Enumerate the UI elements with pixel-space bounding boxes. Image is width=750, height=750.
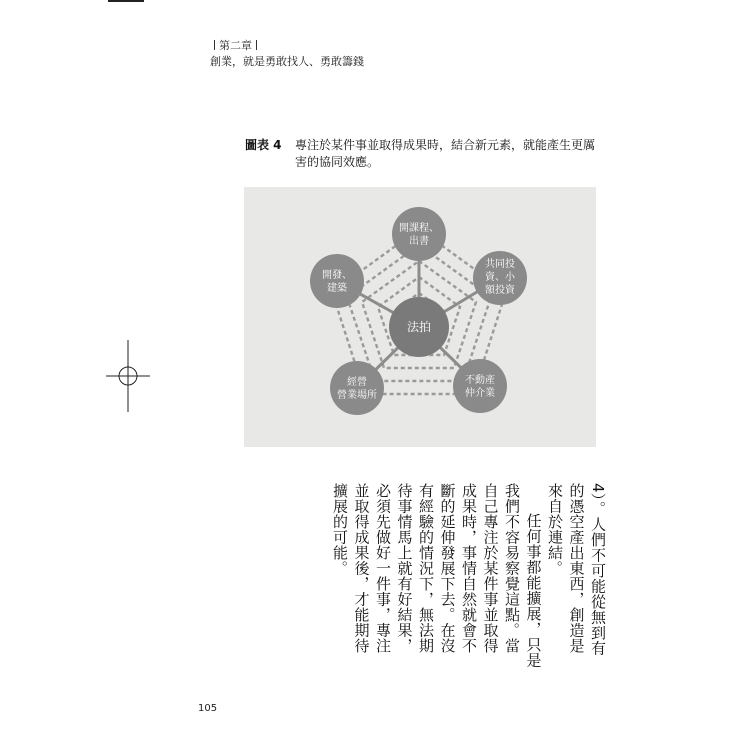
node-left <box>310 254 364 308</box>
top-rule <box>108 0 144 2</box>
node-bottom-right-line-2: 仲介業 <box>465 388 495 399</box>
node-left-circle <box>310 254 364 308</box>
center-node-label: 法拍 <box>406 320 432 334</box>
node-left-line-1: 開發、 <box>322 270 352 281</box>
node-right <box>473 251 527 305</box>
node-top-line-1: 開課程、 <box>399 223 439 234</box>
node-top-circle <box>392 207 446 261</box>
synergy-diagram <box>244 187 596 447</box>
node-right-line-1: 共同投 <box>485 259 515 270</box>
chapter-bar-left <box>214 40 215 50</box>
node-bottom-right-line-1: 不動產 <box>465 375 495 386</box>
node-right-line-2: 資、小 <box>485 272 515 283</box>
chapter-label <box>210 38 364 53</box>
node-bottom-left <box>330 361 384 415</box>
node-bottom-left-circle <box>330 361 384 415</box>
node-bottom-right <box>453 359 507 413</box>
paragraph-2: 任何事都能擴展，只是我們不容易察覺這點。當自己專注於某件事並取得成果時，事情自然就會不斷的延伸發展下去。在沒有經驗的情況下，無法期待事情馬上就有好結果，必須先做好一件事，專注並取得成果後，才能期待擴展的可能。 <box>331 483 543 668</box>
chapter-text: 第二章 <box>219 39 252 52</box>
chapter-bar-right <box>256 40 257 50</box>
running-title: 創業，就是勇敢找人、勇敢籌錢 <box>210 55 364 68</box>
running-head <box>210 38 364 69</box>
node-right-line-3: 額投資 <box>485 285 515 296</box>
body-text <box>329 483 609 668</box>
node-left-line-2: 建築 <box>327 283 347 294</box>
node-top-line-2: 出書 <box>409 236 429 247</box>
figure-diagram <box>244 187 596 447</box>
node-bottom-left-line-1: 經營 <box>347 377 367 388</box>
node-bottom-right-circle <box>453 359 507 413</box>
node-bottom-left-line-2: 營業場所 <box>337 390 377 401</box>
figure-caption-text: 專注於某件事並取得成果時，結合新元素，就能產生更厲害的協同效應。 <box>295 138 596 169</box>
page-number: 105 <box>198 703 218 714</box>
node-top <box>392 207 446 261</box>
registration-mark-icon <box>106 340 150 412</box>
figure-caption <box>245 137 605 171</box>
paragraph-1: 4）。人們不可能從無到有的憑空產出東西，創造是來自於連結。 <box>546 483 607 657</box>
figure-label: 圖表 4 <box>245 138 282 152</box>
